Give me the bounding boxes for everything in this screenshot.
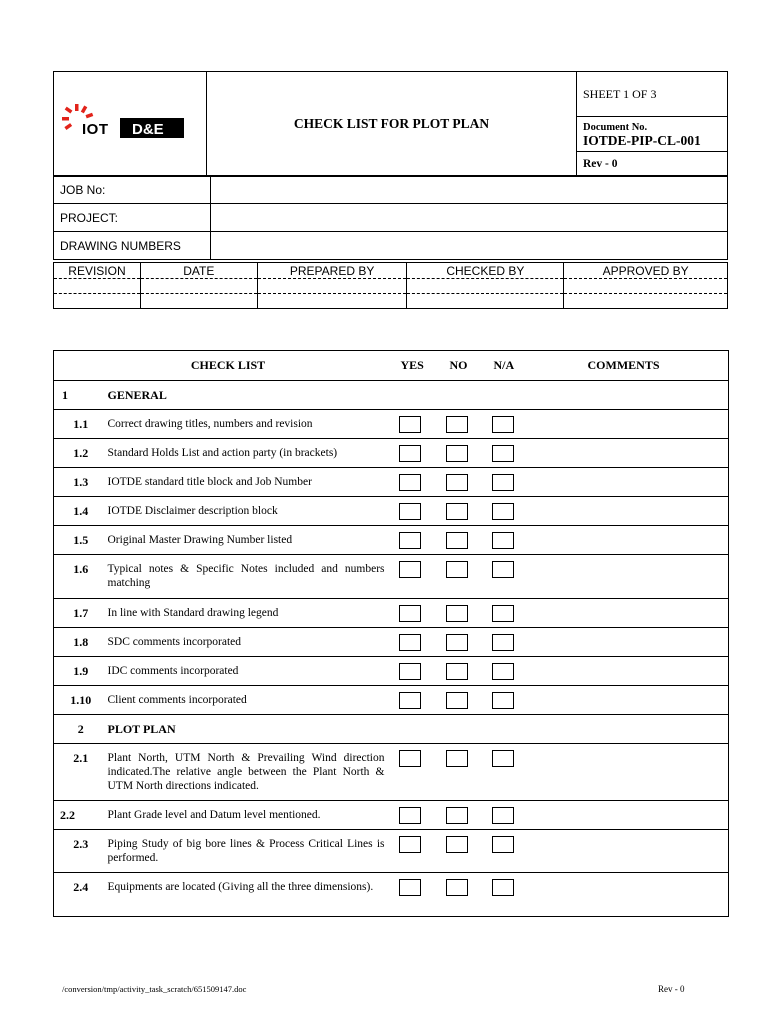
item-text: IDC comments incorporated bbox=[108, 657, 399, 686]
comments-cell[interactable] bbox=[540, 555, 729, 599]
na-checkbox[interactable] bbox=[492, 605, 514, 622]
no-checkbox[interactable] bbox=[446, 532, 468, 549]
item-number: 1.4 bbox=[54, 497, 108, 526]
item-text: Equipments are located (Giving all the three dimensions). bbox=[108, 873, 399, 917]
item-text: In line with Standard drawing legend bbox=[108, 599, 399, 628]
date-header: DATE bbox=[140, 263, 257, 279]
approved-by-header: APPROVED BY bbox=[564, 263, 728, 279]
checklist-row bbox=[54, 801, 729, 830]
yes-checkbox[interactable] bbox=[399, 807, 421, 824]
na-checkbox[interactable] bbox=[492, 692, 514, 709]
drawing-numbers-label: DRAWING NUMBERS bbox=[54, 232, 211, 260]
no-checkbox[interactable] bbox=[446, 605, 468, 622]
na-checkbox[interactable] bbox=[492, 532, 514, 549]
na-checkbox[interactable] bbox=[492, 416, 514, 433]
yes-checkbox[interactable] bbox=[399, 532, 421, 549]
job-info-table bbox=[53, 175, 728, 260]
na-checkbox[interactable] bbox=[492, 474, 514, 491]
prepared-by-cell[interactable] bbox=[257, 294, 407, 309]
approved-by-cell[interactable] bbox=[564, 294, 728, 309]
comments-cell[interactable] bbox=[540, 744, 729, 801]
item-text: Original Master Drawing Number listed bbox=[108, 526, 399, 555]
date-cell[interactable] bbox=[140, 279, 257, 294]
checklist-row bbox=[54, 526, 729, 555]
section-title: PLOT PLAN bbox=[108, 715, 399, 744]
comments-cell[interactable] bbox=[540, 526, 729, 555]
item-number: 1.6 bbox=[54, 555, 108, 599]
yes-checkbox[interactable] bbox=[399, 692, 421, 709]
yes-checkbox[interactable] bbox=[399, 663, 421, 680]
comments-cell[interactable] bbox=[540, 830, 729, 873]
item-number: 2.1 bbox=[54, 744, 108, 801]
prepared-by-header: PREPARED BY bbox=[257, 263, 407, 279]
section-row-plot-plan bbox=[54, 715, 729, 744]
yes-checkbox[interactable] bbox=[399, 416, 421, 433]
no-checkbox[interactable] bbox=[446, 879, 468, 896]
na-checkbox[interactable] bbox=[492, 663, 514, 680]
approved-by-cell[interactable] bbox=[564, 279, 728, 294]
item-number: 2.3 bbox=[54, 830, 108, 873]
item-text: Standard Holds List and action party (in brackets) bbox=[108, 439, 399, 468]
item-number: 1.1 bbox=[54, 410, 108, 439]
footer-file-path: /conversion/tmp/activity_task_scratch/651509147.doc bbox=[62, 984, 247, 994]
yes-checkbox[interactable] bbox=[399, 634, 421, 651]
yes-checkbox[interactable] bbox=[399, 750, 421, 767]
item-text: SDC comments incorporated bbox=[108, 628, 399, 657]
item-number: 1.8 bbox=[54, 628, 108, 657]
comments-cell[interactable] bbox=[540, 873, 729, 917]
item-number: 1.9 bbox=[54, 657, 108, 686]
no-checkbox[interactable] bbox=[446, 836, 468, 853]
project-field[interactable] bbox=[211, 204, 728, 232]
no-checkbox[interactable] bbox=[446, 474, 468, 491]
na-checkbox[interactable] bbox=[492, 445, 514, 462]
document-title: CHECK LIST FOR PLOT PLAN bbox=[207, 72, 577, 177]
yes-checkbox[interactable] bbox=[399, 836, 421, 853]
item-number: 1.10 bbox=[54, 686, 108, 715]
document-header bbox=[53, 71, 728, 177]
sheet-number: SHEET 1 OF 3 bbox=[577, 72, 728, 117]
comments-cell[interactable] bbox=[540, 628, 729, 657]
revision-cell[interactable] bbox=[54, 279, 141, 294]
yes-checkbox[interactable] bbox=[399, 474, 421, 491]
checklist-row bbox=[54, 657, 729, 686]
checklist-row bbox=[54, 410, 729, 439]
checklist-table bbox=[53, 350, 729, 917]
document-number-cell bbox=[577, 117, 728, 152]
check-list-header: CHECK LIST bbox=[108, 351, 399, 381]
no-header: NO bbox=[446, 351, 492, 381]
na-checkbox[interactable] bbox=[492, 836, 514, 853]
no-checkbox[interactable] bbox=[446, 416, 468, 433]
item-number: 1.2 bbox=[54, 439, 108, 468]
checklist-header-row bbox=[54, 351, 729, 381]
item-text: IOTDE Disclaimer description block bbox=[108, 497, 399, 526]
prepared-by-cell[interactable] bbox=[257, 279, 407, 294]
job-no-field[interactable] bbox=[211, 176, 728, 204]
na-checkbox[interactable] bbox=[492, 879, 514, 896]
checked-by-cell[interactable] bbox=[407, 294, 564, 309]
item-text: Piping Study of big bore lines & Process Critical Lines is performed. bbox=[108, 830, 399, 873]
drawing-numbers-field[interactable] bbox=[211, 232, 728, 260]
item-number: 2.4 bbox=[54, 873, 108, 917]
na-checkbox[interactable] bbox=[492, 561, 514, 578]
item-number: 1.7 bbox=[54, 599, 108, 628]
comments-cell[interactable] bbox=[540, 497, 729, 526]
item-text: Correct drawing titles, numbers and revision bbox=[108, 410, 399, 439]
na-checkbox[interactable] bbox=[492, 750, 514, 767]
checklist-row bbox=[54, 744, 729, 801]
comments-cell[interactable] bbox=[540, 439, 729, 468]
na-checkbox[interactable] bbox=[492, 634, 514, 651]
yes-checkbox[interactable] bbox=[399, 879, 421, 896]
checklist-row bbox=[54, 555, 729, 599]
yes-checkbox[interactable] bbox=[399, 503, 421, 520]
checked-by-header: CHECKED BY bbox=[407, 263, 564, 279]
revision-label: Rev - 0 bbox=[577, 152, 728, 177]
yes-checkbox[interactable] bbox=[399, 605, 421, 622]
item-text: Typical notes & Specific Notes included and numbers matching bbox=[108, 555, 399, 599]
item-number: 1.3 bbox=[54, 468, 108, 497]
yes-checkbox[interactable] bbox=[399, 445, 421, 462]
no-checkbox[interactable] bbox=[446, 503, 468, 520]
logo-cell bbox=[54, 72, 207, 177]
na-checkbox[interactable] bbox=[492, 807, 514, 824]
date-cell[interactable] bbox=[140, 294, 257, 309]
no-checkbox[interactable] bbox=[446, 807, 468, 824]
comments-cell[interactable] bbox=[540, 657, 729, 686]
checklist-row bbox=[54, 497, 729, 526]
logo-text-de: D&E bbox=[132, 121, 164, 138]
checklist-row bbox=[54, 439, 729, 468]
checklist-row bbox=[54, 873, 729, 917]
checklist-row bbox=[54, 686, 729, 715]
company-logo bbox=[62, 102, 192, 146]
item-text: Plant North, UTM North & Prevailing Wind direction indicated.The relative angle between the Plant North & UTM North directions indicated. bbox=[108, 744, 399, 801]
comments-cell[interactable] bbox=[540, 599, 729, 628]
document-number-label: Document No. bbox=[583, 122, 648, 133]
item-text: Client comments incorporated bbox=[108, 686, 399, 715]
no-checkbox[interactable] bbox=[446, 634, 468, 651]
section-number: 2 bbox=[54, 715, 108, 744]
section-title: GENERAL bbox=[108, 381, 399, 410]
section-number: 1 bbox=[54, 381, 108, 410]
checked-by-cell[interactable] bbox=[407, 279, 564, 294]
footer-revision: Rev - 0 bbox=[658, 984, 685, 994]
job-no-label: JOB No: bbox=[54, 176, 211, 204]
no-checkbox[interactable] bbox=[446, 692, 468, 709]
document-number: IOTDE-PIP-CL-001 bbox=[583, 133, 701, 148]
no-checkbox[interactable] bbox=[446, 445, 468, 462]
comments-cell[interactable] bbox=[540, 686, 729, 715]
comments-cell[interactable] bbox=[540, 468, 729, 497]
checklist-row bbox=[54, 830, 729, 873]
item-number: 1.5 bbox=[54, 526, 108, 555]
revision-row bbox=[54, 279, 728, 294]
item-number: 2.2 bbox=[54, 801, 108, 830]
yes-header: YES bbox=[399, 351, 446, 381]
checklist-row bbox=[54, 599, 729, 628]
na-header: N/A bbox=[492, 351, 540, 381]
logo-text-iot: IOT bbox=[82, 121, 109, 138]
revision-row bbox=[54, 294, 728, 309]
revision-cell[interactable] bbox=[54, 294, 141, 309]
na-checkbox[interactable] bbox=[492, 503, 514, 520]
no-checkbox[interactable] bbox=[446, 561, 468, 578]
checklist-row bbox=[54, 468, 729, 497]
item-text: IOTDE standard title block and Job Number bbox=[108, 468, 399, 497]
comments-header: COMMENTS bbox=[540, 351, 729, 381]
item-text: Plant Grade level and Datum level mentioned. bbox=[108, 801, 399, 830]
section-row-general bbox=[54, 381, 729, 410]
comments-cell[interactable] bbox=[540, 801, 729, 830]
project-label: PROJECT: bbox=[54, 204, 211, 232]
comments-cell[interactable] bbox=[540, 410, 729, 439]
revision-header: REVISION bbox=[54, 263, 141, 279]
no-checkbox[interactable] bbox=[446, 750, 468, 767]
no-checkbox[interactable] bbox=[446, 663, 468, 680]
revision-table bbox=[53, 262, 728, 309]
checklist-row bbox=[54, 628, 729, 657]
yes-checkbox[interactable] bbox=[399, 561, 421, 578]
